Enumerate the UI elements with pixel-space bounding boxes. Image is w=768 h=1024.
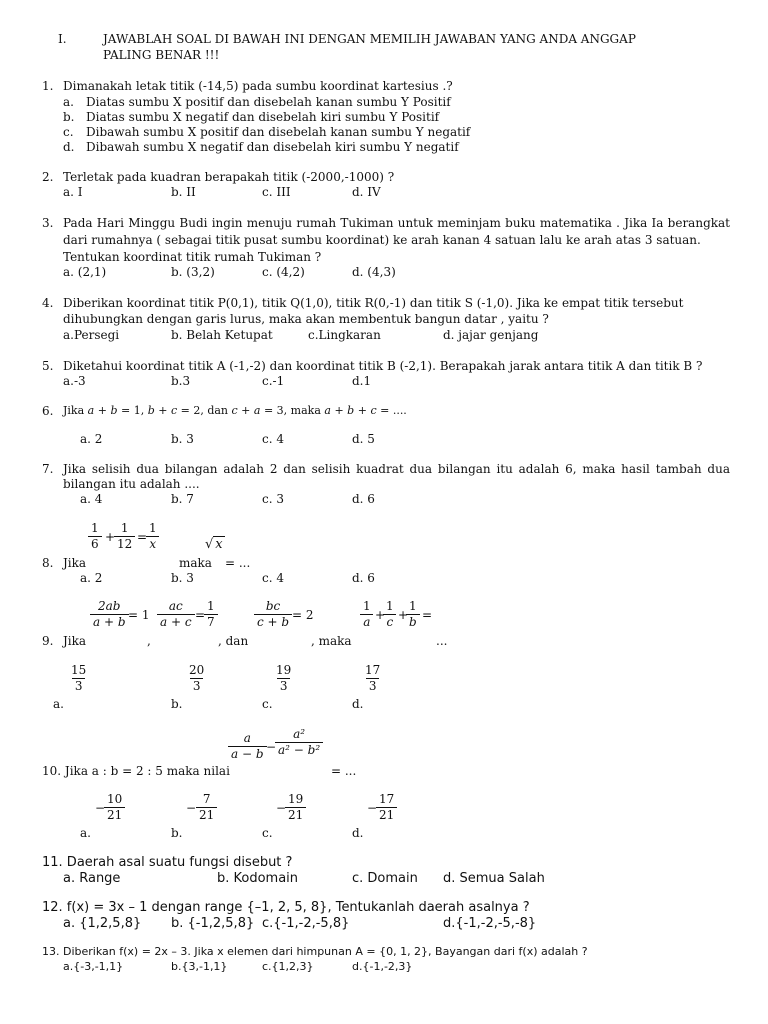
question-text: Diketahui koordinat titik A (-1,-2) dan koordinat titik B (-2,1). Berapakah jarak antara titik A dan titik B ?: [63, 359, 703, 373]
option-a[interactable]: a. Range: [63, 871, 121, 886]
question-number: 3.: [42, 216, 54, 230]
option-a[interactable]: a. (2,1): [63, 265, 107, 279]
option-d[interactable]: d. (4,3): [352, 265, 396, 279]
option-d[interactable]: d. 6: [352, 571, 375, 585]
option-b[interactable]: b. Belah Ketupat: [171, 328, 273, 342]
minus-sign: −: [276, 801, 287, 815]
question-text: 13. Diberikan f(x) = 2x – 3. Jika x elemen dari himpunan A = {0, 1, 2}, Bayangan dari f(x) adalah ?: [42, 945, 588, 958]
question-text-line1: Pada Hari Minggu Budi ingin menuju rumah Tukiman untuk meminjam buku matematika . Jika Ia berangkat: [63, 216, 730, 230]
option-c[interactable]: c. 3: [262, 492, 284, 506]
answer-fraction-c[interactable]: $\frac{19}{21}$: [285, 793, 306, 822]
minus-sign: −: [367, 801, 378, 815]
answer-label-c: c.: [262, 697, 273, 711]
fraction: $\frac{1}{b}$: [406, 600, 420, 629]
answer-label-a: a.: [53, 697, 64, 711]
option-d[interactable]: d. 5: [352, 432, 375, 446]
equation-rhs: = 2: [292, 608, 314, 622]
option-a[interactable]: a. 4: [80, 492, 103, 506]
fraction: $\frac{1}{6}$: [88, 522, 102, 551]
jika-text: Jika: [63, 556, 87, 570]
question-text-line2: dihubungkan dengan garis lurus, maka akan membentuk bangun datar , yaitu ?: [63, 312, 549, 326]
fraction: $\frac{1}{12}$: [114, 522, 135, 551]
option-d[interactable]: d. IV: [352, 185, 381, 199]
section-title-line1: JAWABLAH SOAL DI BAWAH INI DENGAN MEMILIH JAWABAN YANG ANDA ANGGAP: [103, 32, 636, 46]
option-b[interactable]: b. 3: [171, 571, 194, 585]
option-c[interactable]: c. 4: [262, 432, 284, 446]
option-text[interactable]: Dibawah sumbu X negatif dan disebelah kiri sumbu Y negatif: [86, 140, 459, 154]
option-a[interactable]: a.{-3,-1,1}: [63, 960, 124, 973]
answer-label-b: b.: [171, 826, 183, 840]
answer-fraction-c[interactable]: $\frac{19}{3}$: [276, 663, 292, 693]
option-a[interactable]: a. 2: [80, 432, 103, 446]
jika-text: Jika: [63, 634, 87, 648]
option-label: c.: [63, 125, 74, 139]
equals-sign: =: [137, 530, 148, 544]
fraction: $\frac{1}{7}$: [204, 600, 218, 629]
option-b[interactable]: b. II: [171, 185, 196, 199]
answer-fraction-b[interactable]: $\frac{20}{3}$: [189, 663, 205, 693]
question-number: 8.: [42, 556, 54, 570]
question-text: 12. f(x) = 3x – 1 dengan range {–1, 2, 5, 8}, Tentukanlah daerah asalnya ?: [42, 900, 530, 915]
option-text[interactable]: Diatas sumbu X negatif dan disebelah kiri sumbu Y Positif: [86, 110, 440, 124]
option-b[interactable]: b.{3,-1,1}: [171, 960, 228, 973]
answer-fraction-a[interactable]: $\frac{15}{3}$: [71, 663, 87, 693]
option-c[interactable]: c.{1,2,3}: [262, 960, 314, 973]
question-text-line2: bilangan itu adalah ....: [63, 477, 200, 491]
option-c[interactable]: c. 4: [262, 571, 284, 585]
section-title-line2: PALING BENAR !!!: [103, 48, 220, 62]
question-number: 7.: [42, 462, 54, 476]
question-text-line3: Tentukan koordinat titik rumah Tukiman ?: [63, 250, 322, 264]
fraction: $\frac{bc}{c + b}$: [254, 600, 292, 629]
option-b[interactable]: b. {-1,2,5,8}: [171, 916, 255, 931]
option-a[interactable]: a.-3: [63, 374, 86, 388]
question-number: 4.: [42, 296, 54, 310]
question-number: 1.: [42, 79, 54, 93]
answer-label-b: b.: [171, 697, 183, 711]
question-number: 2.: [42, 170, 54, 184]
fraction: $\frac{1}{c}$: [383, 600, 397, 629]
option-c[interactable]: c.-1: [262, 374, 285, 388]
fraction: $\frac{2ab}{a + b}$: [90, 600, 129, 629]
option-label: d.: [63, 140, 75, 154]
equals-dots: = ...: [331, 764, 357, 778]
option-d[interactable]: d.1: [352, 374, 372, 388]
option-d[interactable]: d. 6: [352, 492, 375, 506]
option-b[interactable]: b. 3: [171, 432, 194, 446]
question-text: 10. Jika a : b = 2 : 5 maka nilai: [42, 764, 230, 778]
option-b[interactable]: b. 7: [171, 492, 194, 506]
fraction: $\frac{1}{x}$: [146, 522, 160, 551]
answer-label-c: c.: [262, 826, 273, 840]
option-text[interactable]: Dibawah sumbu X positif dan disebelah kanan sumbu Y negatif: [86, 125, 471, 139]
equals-sign: =: [422, 608, 433, 622]
question-number: 5.: [42, 359, 54, 373]
minus-sign: −: [186, 801, 197, 815]
option-text[interactable]: Diatas sumbu X positif dan disebelah kanan sumbu Y Positif: [86, 95, 451, 109]
question-text: Dimanakah letak titik (-14,5) pada sumbu koordinat kartesius .?: [63, 79, 453, 93]
option-a[interactable]: a.Persegi: [63, 328, 120, 342]
question-text-line1: Diberikan koordinat titik P(0,1), titik Q(1,0), titik R(0,-1) dan titik S (-1,0). Jika ke empat titik tersebut: [63, 296, 684, 310]
question-number: 6.: [42, 404, 54, 418]
question-text: 11. Daerah asal suatu fungsi disebut ?: [42, 855, 293, 870]
option-label: a.: [63, 95, 74, 109]
comma: ,: [147, 634, 151, 648]
option-c[interactable]: c.Lingkaran: [308, 328, 381, 342]
minus-sign: −: [95, 801, 106, 815]
equation-rhs: = 1: [128, 608, 150, 622]
option-d[interactable]: d. Semua Salah: [443, 871, 545, 886]
option-d[interactable]: d. jajar genjang: [443, 328, 539, 342]
maka-text: maka: [179, 556, 212, 570]
dots: ...: [436, 634, 448, 648]
maka-text: , maka: [311, 634, 352, 648]
question-text-line2: dari rumahnya ( sebagai titik pusat sumbu koordinat) ke arah kanan 4 satuan lalu ke arah atas 3 satuan.: [63, 233, 701, 247]
answer-fraction-a[interactable]: $\frac{10}{21}$: [104, 793, 125, 822]
question-text-line1: Jika selisih dua bilangan adalah 2 dan selisih kuadrat dua bilangan itu adalah 6, maka hasil tambah dua: [63, 462, 730, 476]
minus-sign: −: [266, 740, 277, 754]
answer-label-a: a.: [80, 826, 91, 840]
question-number: 9.: [42, 634, 54, 648]
plus-sign: +: [398, 608, 409, 622]
answer-fraction-b[interactable]: $\frac{7}{21}$: [196, 793, 217, 822]
fraction: $\frac{ac}{a + c}$: [157, 600, 195, 629]
fraction: $\frac{1}{a}$: [360, 600, 374, 629]
option-b[interactable]: b. (3,2): [171, 265, 215, 279]
option-label: b.: [63, 110, 75, 124]
plus-sign: +: [375, 608, 386, 622]
equals-dots: = ...: [225, 556, 251, 570]
answer-fraction-d[interactable]: $\frac{17}{21}$: [376, 793, 397, 822]
answer-fraction-d[interactable]: $\frac{17}{3}$: [365, 663, 381, 693]
option-c[interactable]: c. (4,2): [262, 265, 305, 279]
plus-sign: +: [105, 530, 116, 544]
question-text: Terletak pada kuadran berapakah titik (-2000,-1000) ?: [63, 170, 395, 184]
option-a[interactable]: a. I: [63, 185, 83, 199]
option-d[interactable]: d.{-1,-2,3}: [352, 960, 413, 973]
option-a[interactable]: a. 2: [80, 571, 103, 585]
option-b[interactable]: b.3: [171, 374, 191, 388]
fraction: $\frac{a}{a - b}$: [228, 732, 267, 761]
equals-sign: =: [195, 608, 206, 622]
square-root: √ x: [205, 537, 223, 552]
fraction: $\frac{\text{a²}}{\text{a² − b²}}$: [275, 728, 323, 757]
option-c[interactable]: c.{-1,-2,-5,8}: [262, 916, 350, 931]
section-numeral: I.: [58, 32, 67, 46]
option-c[interactable]: c. III: [262, 185, 291, 199]
option-d[interactable]: d.{-1,-2,-5,-8}: [443, 916, 537, 931]
option-b[interactable]: b. Kodomain: [217, 871, 299, 886]
option-a[interactable]: a. {1,2,5,8}: [63, 916, 142, 931]
answer-label-d: d.: [352, 826, 364, 840]
option-c[interactable]: c. Domain: [352, 871, 418, 886]
question-text: Jika a + b = 1, b + c = 2, dan c + a = 3, maka a + b + c = ....: [63, 404, 407, 417]
dan-text: , dan: [218, 634, 249, 648]
answer-label-d: d.: [352, 697, 364, 711]
